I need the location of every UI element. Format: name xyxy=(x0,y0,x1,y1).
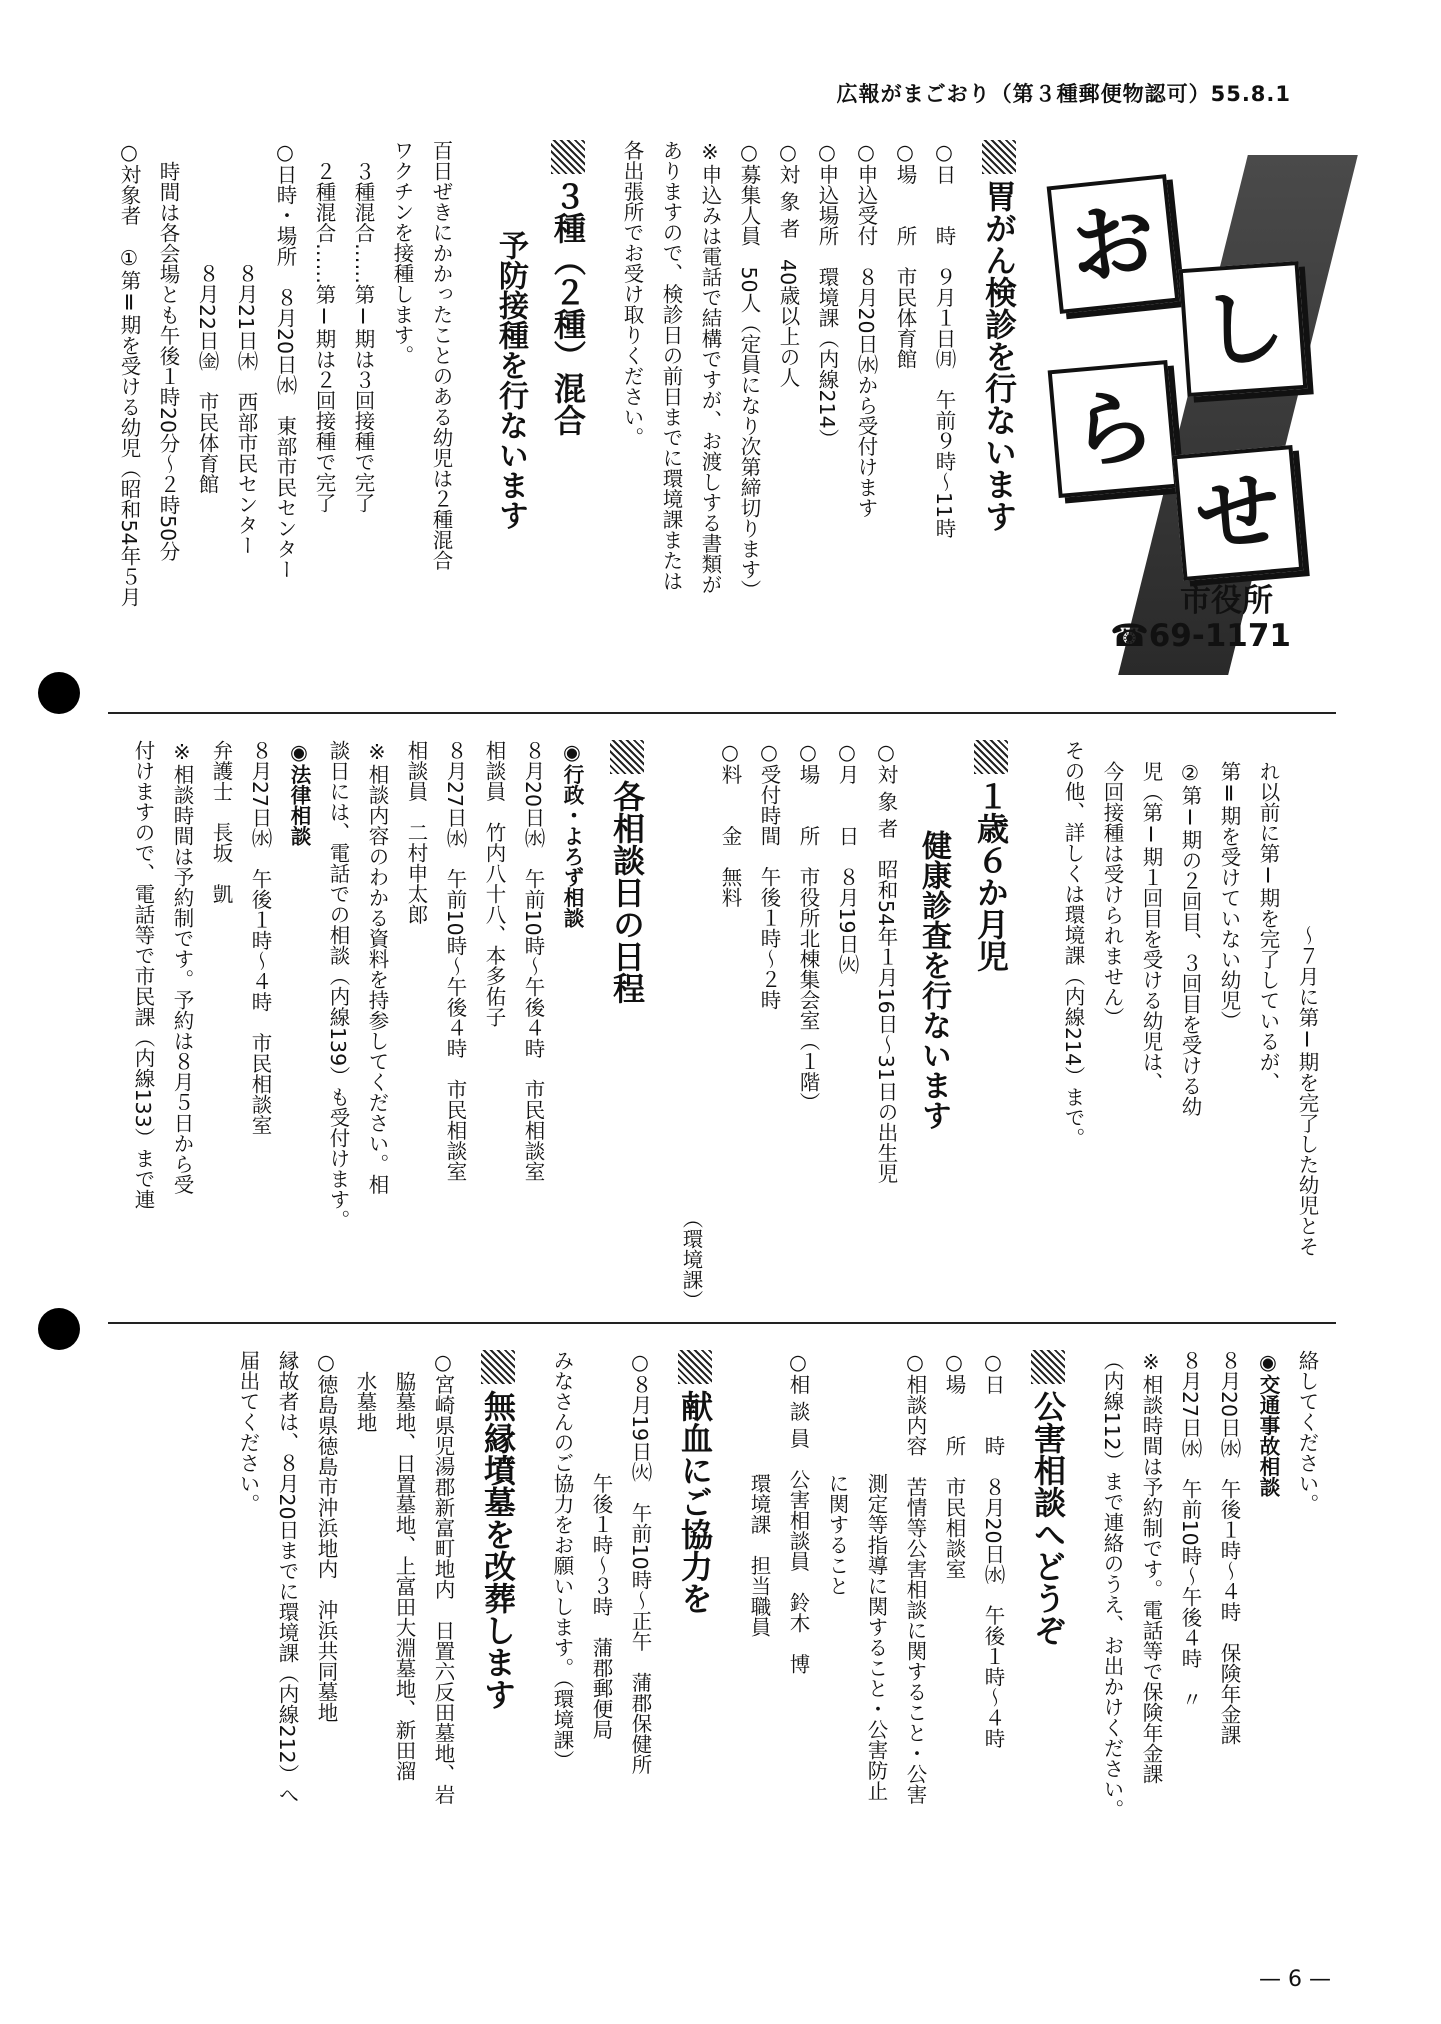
graves-title: 無縁墳墓を改葬します xyxy=(462,1350,520,1910)
vaccination-title-2: 予防接種を行ないます xyxy=(493,230,528,530)
pollution-line: ○場 所 市民相談室 xyxy=(942,1350,966,1579)
blood-line: 午後１時〜３時 蒲郡郵便局 xyxy=(589,1473,613,1740)
section-mark xyxy=(982,140,1016,174)
section-divider xyxy=(108,1322,1336,1324)
masthead-char-ra: ら xyxy=(1048,360,1179,498)
gastric-line: ○募集人員 50人（定員になり次第締切ります） xyxy=(737,140,761,601)
section-mark xyxy=(678,1350,712,1384)
vaccination-line: ○対象者 ①第Ⅱ期を受ける幼児（昭和54年５月 xyxy=(117,140,141,608)
consultation-line: ８月20日㈬ 午後１時〜４時 保険年金課 xyxy=(1217,1350,1241,1746)
checkup-line: ○対 象 者 昭和54年１月16日〜31日の出生児 xyxy=(874,740,898,1184)
graves-line: 縁故者は、８月20日までに環境課（内線212）へ xyxy=(275,1350,299,1805)
consultation-line: （内線112）まで連絡のうえ、お出かけください。 xyxy=(1100,1350,1124,1820)
gastric-title: 胃がん検診を行ないます xyxy=(963,140,1021,700)
graves-line: 脇墓地、日置墓地、上富田大淵墓地、新田溜 xyxy=(392,1370,416,1781)
blood-line: みなさんのご協力をお願いします。（環境課） xyxy=(550,1350,574,1771)
vaccination-line: ８月22日㈮ 市民体育館 xyxy=(195,263,219,495)
section-mark xyxy=(610,740,644,774)
consultation-line: 相談員 二村申太郎 xyxy=(404,740,428,925)
pollution-line: ○相談内容 苦情等公害相談に関すること・公害 xyxy=(903,1350,927,1805)
gastric-line: ○日 時 ９月１日㈪ 午前９時〜11時 xyxy=(932,140,956,539)
gastric-line: ○申込受付 ８月20日㈬から受付けます xyxy=(854,140,878,519)
consultation-subhead-gyosei: ◉行政・よろず相談 xyxy=(560,740,584,928)
masthead-char-shi: し xyxy=(1179,261,1308,397)
vaccination-continued-line: その他、詳しくは環境課（内線214）まで。 xyxy=(1061,740,1085,1149)
vaccination-line: ８月21日㈭ 西部市民センター xyxy=(234,263,258,556)
pollution-title: 公害相談へどうぞ xyxy=(1012,1350,1070,1910)
masthead-phone: ☎69-1171 xyxy=(1110,618,1291,654)
pollution-line: に関すること xyxy=(825,1473,849,1596)
checkup-note: （環境課） xyxy=(679,1207,703,1310)
pollution-line: 測定等指導に関すること・公害防止 xyxy=(864,1473,888,1801)
graves-line: ○徳島県徳島市沖浜地内 沖浜共同墓地 xyxy=(314,1350,338,1723)
masthead-char-se: せ xyxy=(1173,445,1304,581)
section-mark xyxy=(551,140,585,174)
section-mark xyxy=(481,1350,515,1384)
consultation-line: 付けますので、電話等で市民課（内線133）まで連 xyxy=(131,740,155,1210)
band-bottom xyxy=(100,1350,1326,1910)
consultation-line: ※相談時間は予約制です。電話等で保険年金課 xyxy=(1139,1350,1163,1784)
masthead xyxy=(1033,150,1323,660)
vaccination-line: ３種混合……第Ⅰ期は３回接種で完了 xyxy=(351,160,375,513)
newsletter-header: 広報がまごおり（第３種郵便物認可）55.8.1 xyxy=(836,82,1291,106)
vaccination-continued-line: 〜７月に第Ⅰ期を完了した幼児とそ xyxy=(1295,924,1319,1256)
graves-line: ○宮崎県児湯郡新富町地内 日置六反田墓地、岩 xyxy=(431,1350,455,1805)
graves-line: 水墓地 xyxy=(353,1370,377,1432)
checkup-line: ○受付時間 午後１時〜２時 xyxy=(757,740,781,1010)
section-mark xyxy=(974,740,1008,774)
vaccination-continued-line: 第Ⅱ期を受けていない幼児） xyxy=(1217,760,1241,1031)
gastric-line: ○場 所 市民体育館 xyxy=(893,140,917,369)
consultation-line: ８月27日㈬ 午前10時〜午後４時 市民相談室 xyxy=(443,740,467,1182)
band-middle xyxy=(100,740,1326,1310)
checkup-line: ○料 金 無料 xyxy=(718,740,742,908)
pollution-line: 環境課 担当職員 xyxy=(747,1473,771,1637)
gastric-line: ありますので、検診日の前日までに環境課または xyxy=(659,140,683,591)
masthead-char-o: お xyxy=(1047,174,1180,314)
blood-title: 献血にご協力を xyxy=(659,1350,717,1910)
checkup-line: ○場 所 市役所北棟集会室（１階） xyxy=(796,740,820,1113)
vaccination-title-1: ３種（２種）混合 xyxy=(532,140,590,700)
checkup-line: ○月 日 ８月19日㈫ xyxy=(835,740,859,975)
consultation-line: 談日には、電話での相談（内線139）も受付けます。 xyxy=(326,740,350,1231)
vaccination-continued-line: 今回接種は受けられません） xyxy=(1100,760,1124,1027)
consultation-subhead-traffic: ◉交通事故相談 xyxy=(1256,1350,1280,1497)
checkup-title-2: 健康診査を行ないます xyxy=(916,830,951,1130)
consultation-line: ※相談時間は予約制です。予約は８月５日から受 xyxy=(170,740,194,1195)
binder-hole xyxy=(38,1308,80,1350)
page-number: — 6 — xyxy=(1259,1967,1331,1992)
consultation-continued-line: 絡してください。 xyxy=(1295,1350,1319,1514)
section-mark xyxy=(1031,1350,1065,1384)
gastric-line: ※申込みは電話で結構ですが、お渡しする書類が xyxy=(698,140,722,595)
vaccination-line: 時間は各会場とも午後１時20分〜２時50分 xyxy=(156,160,180,562)
vaccination-continued-line: れ以前に第Ⅰ期を完了しているが、 xyxy=(1256,760,1280,1092)
gastric-line: 各出張所でお受け取りください。 xyxy=(620,140,644,448)
vaccination-continued-line: ②第Ⅰ期の２回目、３回目を受ける幼 xyxy=(1178,760,1202,1116)
blood-line: ○８月19日㈫ 午前10時〜正午 蒲郡保健所 xyxy=(628,1350,652,1775)
checkup-title-1: １歳６か月児 xyxy=(955,740,1013,1310)
gastric-line: ○申込場所 環境課（内線214） xyxy=(815,140,839,450)
consultation-line: ８月27日㈬ 午前10時〜午後４時 〃 xyxy=(1178,1350,1202,1710)
consultation-line: ※相談内容のわかる資料を持参してください。相 xyxy=(365,740,389,1195)
consultation-subhead-legal: ◉法律相談 xyxy=(287,740,311,846)
vaccination-line: ワクチンを接種します。 xyxy=(390,140,414,366)
section-divider xyxy=(108,712,1336,714)
vaccination-continued-line: 児（第Ⅰ期１回目を受ける幼児は、 xyxy=(1139,760,1163,1092)
consultation-line: 相談員 竹内八十八、本多佑子 xyxy=(482,740,506,1027)
graves-line: 届出てください。 xyxy=(236,1350,260,1514)
vaccination-line: ２種混合……第Ⅰ期は２回接種で完了 xyxy=(312,160,336,513)
gastric-line: ○対 象 者 40歳以上の人 xyxy=(776,140,800,388)
pollution-line: ○日 時 ８月20日㈬ 午後１時〜４時 xyxy=(981,1350,1005,1749)
consultation-line: ８月20日㈬ 午前10時〜午後４時 市民相談室 xyxy=(521,740,545,1182)
vaccination-line: ○日時・場所 ８月20日㈬ 東部市民センター xyxy=(273,140,297,580)
vaccination-line: 百日ぜきにかかったことのある幼児は２種混合 xyxy=(429,140,453,571)
masthead-office: 市役所 xyxy=(1180,583,1273,619)
consultation-title: 各相談日の日程 xyxy=(591,740,649,1310)
band-top xyxy=(100,140,1021,700)
consultation-line: ８月27日㈬ 午後１時〜４時 市民相談室 xyxy=(248,740,272,1136)
consultation-line: 弁護士 長坂 凱 xyxy=(209,740,233,904)
binder-hole xyxy=(38,672,80,714)
pollution-line: ○相 談 員 公害相談員 鈴木 博 xyxy=(786,1350,810,1675)
